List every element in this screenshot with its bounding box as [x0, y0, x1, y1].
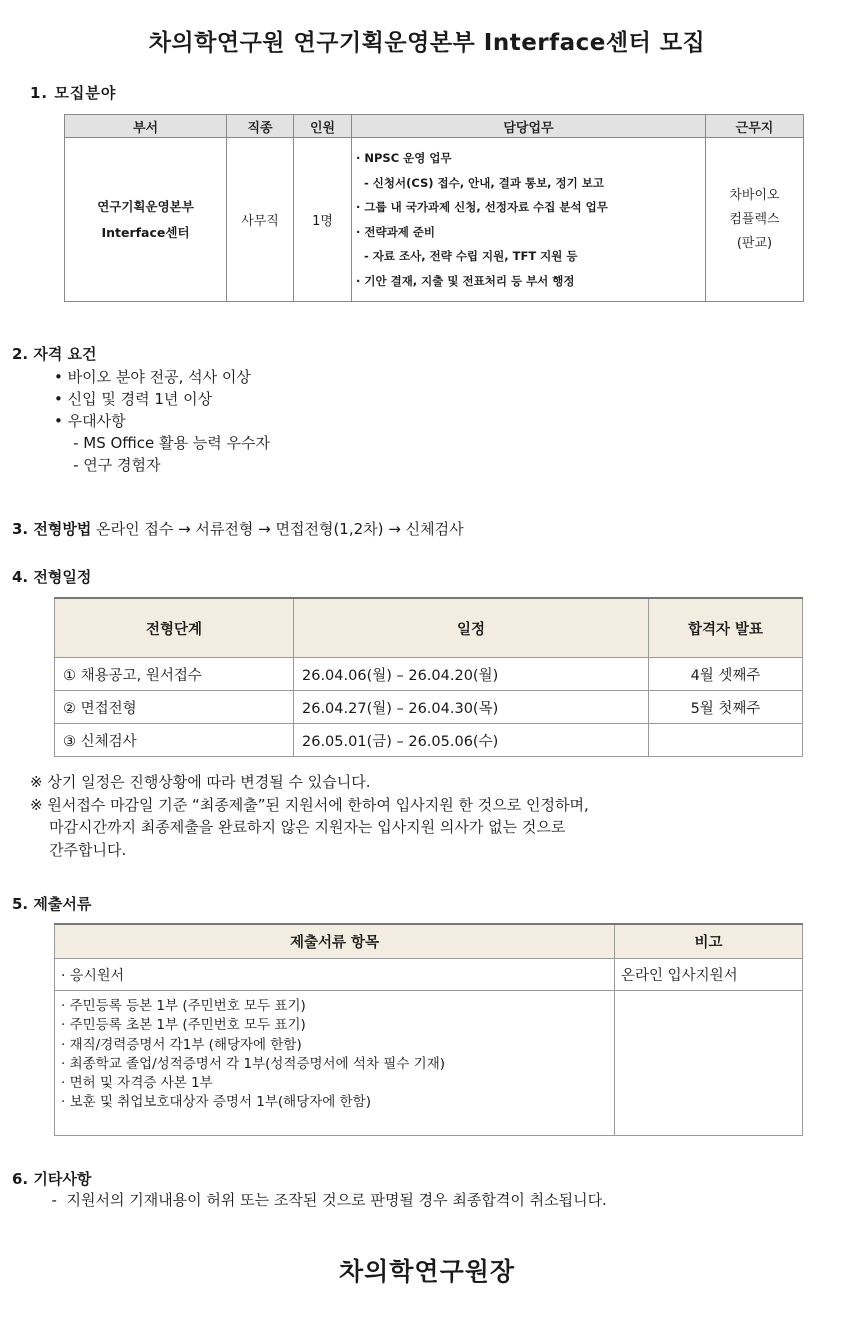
stage-cell: ③ 신체검사: [55, 724, 294, 757]
header-document: 제출서류 항목: [55, 924, 615, 959]
section-4-heading: 4. 전형일정: [12, 568, 92, 586]
table-row: [55, 724, 803, 757]
document-note-cell: [615, 991, 803, 1136]
selection-method: [12, 519, 464, 540]
table-row: [65, 138, 804, 302]
document-list-cell: · 주민등록 등본 1부 (주민번호 모두 표기) · 주민등록 초본 1부 (주민번호 모두 표기) · 재직/경력증명서 각1부 (해당자에 한함) · 최종학교 졸업/성적증명서 각 1부(성적증명서에 석차 필수 기재) · 면허 및 자격증 사본 1부 · 보훈 및 취업보호대상자 증명서 1부(해당자에 한함): [55, 991, 615, 1136]
document-note-cell: 온라인 입사지원서: [615, 959, 803, 991]
document-cell: · 응시원서: [55, 959, 615, 991]
job-cell: 사무직: [227, 138, 294, 302]
selection-method-text: 온라인 접수 → 서류전형 → 면접전형(1,2차) → 신체검사: [91, 520, 464, 538]
section-5-heading: 5. 제출서류: [12, 895, 92, 913]
header-location: 근무지: [706, 115, 804, 138]
header-date: 일정: [294, 598, 649, 658]
schedule-note: ※ 상기 일정은 진행상황에 따라 변경될 수 있습니다. ※ 원서접수 마감일 기준 “최종제출”된 지원서에 한하여 입사지원 한 것으로 인정하며, 마감시간까지 최종제출을 완료하지 않은 지원자는 입사지원 의사가 없는 것으로 간주합니다.: [30, 773, 589, 859]
schedule-table: [54, 597, 803, 757]
section-1-heading: 1. 모집분야: [30, 84, 117, 102]
date-cell: 26.04.27(월) – 26.04.30(목): [294, 691, 649, 724]
header-stage: 전형단계: [55, 598, 294, 658]
duty-cell: · NPSC 운영 업무 - 신청서(CS) 접수, 안내, 결과 통보, 정기 보고 · 그룹 내 국가과제 신청, 선정자료 수집 분석 업무 · 전략과제 준비 - 자료 조사, 전략 수립 지원, TFT 지원 등 · 기안 결재, 지출 및 전표처리 등 부서 행정: [352, 138, 706, 302]
result-cell: [649, 724, 803, 757]
header-note: 비고: [615, 924, 803, 959]
misc-note: - 지원서의 기재내용이 허위 또는 조작된 것으로 판명될 경우 최종합격이 취소됩니다.: [42, 1191, 607, 1209]
page-title: 차의학연구원 연구기획운영본부 Interface센터 모집: [148, 30, 706, 56]
location-cell: 차바이오 컴플렉스 (판교): [706, 138, 804, 302]
documents-table: [54, 923, 803, 1136]
table-row: [55, 959, 803, 991]
table-header-row: [55, 924, 803, 959]
table-header-row: [55, 598, 803, 658]
table-row: [55, 658, 803, 691]
header-count: 인원: [294, 115, 352, 138]
stage-cell: ② 면접전형: [55, 691, 294, 724]
header-job: 직종: [227, 115, 294, 138]
section-6-heading: 6. 기타사항: [12, 1170, 92, 1188]
recruitment-field-table: [64, 114, 804, 302]
issuer-signature: 차의학연구원장: [338, 1257, 516, 1286]
result-cell: 5월 첫째주: [649, 691, 803, 724]
section-3-heading: 3. 전형방법: [12, 520, 92, 538]
header-duty: 담당업무: [352, 115, 706, 138]
qualifications-list: • 바이오 분야 전공, 석사 이상 • 신입 및 경력 1년 이상 • 우대사항 - MS Office 활용 능력 우수자 - 연구 경험자: [54, 368, 271, 474]
stage-cell: ① 채용공고, 원서접수: [55, 658, 294, 691]
result-cell: 4월 셋째주: [649, 658, 803, 691]
header-dept: 부서: [65, 115, 227, 138]
table-row: [55, 691, 803, 724]
table-row: [55, 991, 803, 1136]
table-header-row: [65, 115, 804, 138]
date-cell: 26.05.01(금) – 26.05.06(수): [294, 724, 649, 757]
date-cell: 26.04.06(월) – 26.04.20(월): [294, 658, 649, 691]
count-cell: 1명: [294, 138, 352, 302]
dept-cell: 연구기획운영본부 Interface센터: [65, 138, 227, 302]
section-2-heading: 2. 자격 요건: [12, 345, 97, 363]
header-result: 합격자 발표: [649, 598, 803, 658]
